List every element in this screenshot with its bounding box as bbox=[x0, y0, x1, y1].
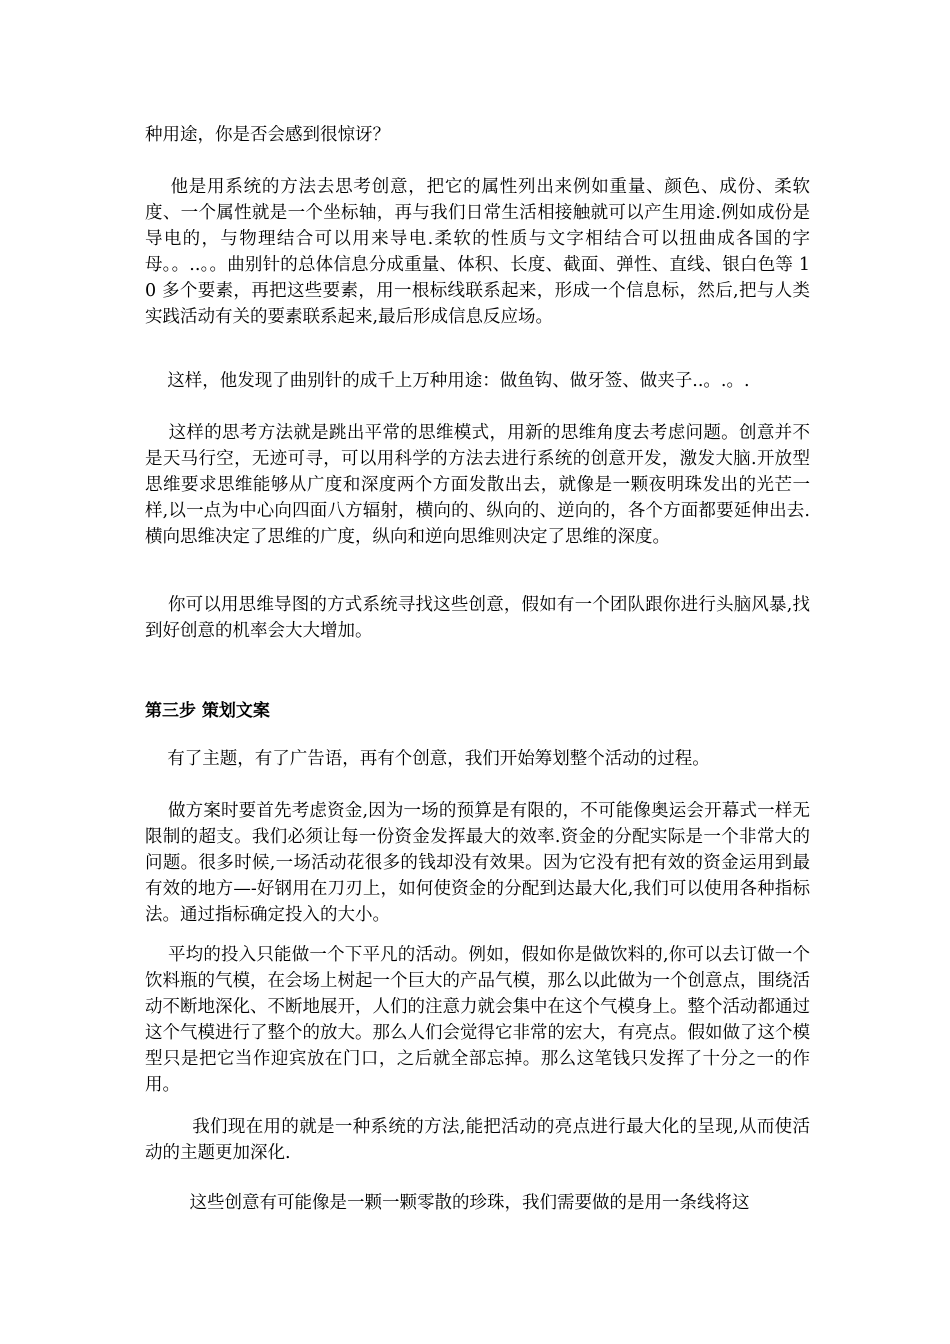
paragraph-average-investment: 平均的投入只能做一个下平凡的活动。例如，假如你是做饮料的,你可以去订做一个饮料瓶的气模，在会场上树起一个巨大的产品气模，那么以此做为一个创意点，围绕活动不断地深化、不断地展开，人们的注意力就会集中在这个气模身上。整个活动都通过这个气模进行了整个的放大。那么人们会觉得它非常的宏大，有亮点。假如做了这个模型只是把它当作迎宾放在门口，之后就全部忘掉。那么这笔钱只发挥了十分之一的作用。 bbox=[145, 945, 810, 1095]
paragraph-budget: 做方案时要首先考虑资金,因为一场的预算是有限的，不可能像奥运会开幕式一样无限制的超支。我们必须让每一份资金发挥最大的效率.资金的分配实际是一个非常大的问题。很多时候,一场活动花很多的钱却没有效果。因为它没有把有效的资金运用到最有效的地方—-好钢用在刀刃上，如何使资金的分配到达最大化,我们可以使用各种指标法。通过指标确定投入的大小。 bbox=[145, 801, 810, 925]
paragraph-pearls: 这些创意有可能像是一颗一颗零散的珍珠，我们需要做的是用一条线将这 bbox=[145, 1193, 750, 1213]
paragraph-system-method: 他是用系统的方法去思考创意，把它的属性列出来例如重量、颜色、成份、柔软度、一个属性就是一个坐标轴，再与我们日常生活相接触就可以产生用途.例如成份是导电的，与物理结合可以用来导电.柔软的性质与文字相结合可以扭曲成各国的字母。。..。。曲别针的总体信息分成重量、体积、长度、截面、弹性、直线、银白色等 10 多个要素，再把这些要素，用一根标线联系起来，形成一个信息标，然后,把与人类实践活动有关的要素联系起来,最后形成信息反应场。 bbox=[145, 177, 810, 327]
paragraph-paperclip-uses: 这样，他发现了曲别针的成千上万种用途：做鱼钩、做牙签、做夹子..。.。. bbox=[145, 371, 750, 391]
paragraph-intro-end: 种用途，你是否会感到很惊讶？ bbox=[145, 125, 390, 145]
paragraph-planning-start: 有了主题，有了广告语，再有个创意，我们开始筹划整个活动的过程。 bbox=[145, 749, 710, 769]
paragraph-mind-map: 你可以用思维导图的方式系统寻找这些创意，假如有一个团队跟你进行头脑风暴,找到好创意的机率会大大增加。 bbox=[145, 595, 810, 641]
paragraph-system-highlight: 我们现在用的就是一种系统的方法,能把活动的亮点进行最大化的呈现,从而使活动的主题更加深化. bbox=[145, 1117, 810, 1163]
section-heading: 第三步 策划文案 bbox=[145, 701, 270, 721]
paragraph-thinking-mode: 这样的思考方法就是跳出平常的思维模式，用新的思维角度去考虑问题。创意并不是天马行空，无迹可寻，可以用科学的方法去进行系统的创意开发，激发大脑.开放型思维要求思维能够从广度和深度两个方面发散出去，就像是一颗夜明珠发出的光芒一样,以一点为中心向四面八方辐射，横向的、纵向的、逆向的，各个方面都要延伸出去.横向思维决定了思维的广度，纵向和逆向思维则决定了思维的深度。 bbox=[145, 423, 810, 547]
